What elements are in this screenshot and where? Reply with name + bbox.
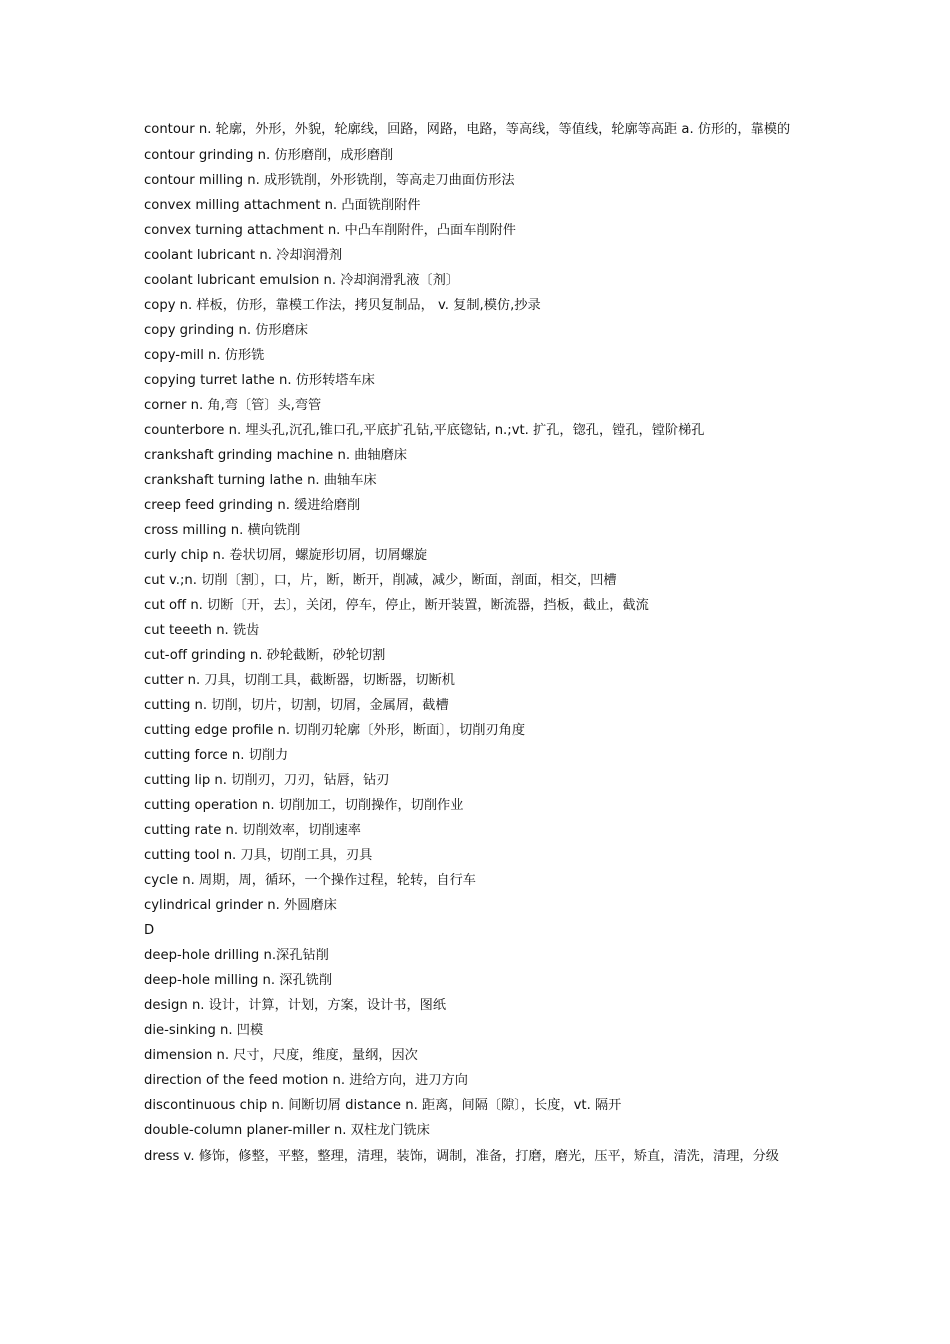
entry-convex-turning-attachment: convex turning attachment n. 中凸车削附件，凸面车削附件 (144, 223, 516, 238)
entry-cutting-rate: cutting rate n. 切削效率，切削速率 (144, 823, 361, 838)
entry-cutting-operation: cutting operation n. 切削加工，切削操作，切削作业 (144, 798, 464, 813)
entry-contour-grinding: contour grinding n. 仿形磨削，成形磨削 (144, 148, 394, 163)
entry-counterbore: counterbore n. 埋头孔,沉孔,锥口孔,平底扩孔钻,平底锪钻, n.;vt. 扩孔，锪孔，镗孔，镗阶梯孔 (144, 423, 705, 438)
entry-creep-feed-grinding: creep feed grinding n. 缓进给磨削 (144, 498, 361, 513)
section-letter-d: D (144, 923, 155, 938)
entry-corner: corner n. 角,弯〔管〕头,弯管 (144, 398, 322, 413)
entry-contour-milling: contour milling n. 成形铣削，外形铣削，等高走刀曲面仿形法 (144, 173, 515, 188)
entry-cycle: cycle n. 周期，周，循环，一个操作过程，轮转，自行车 (144, 873, 476, 888)
entry-crankshaft-grinding-machine: crankshaft grinding machine n. 曲轴磨床 (144, 448, 407, 463)
entry-coolant-lubricant-emulsion: coolant lubricant emulsion n. 冷却润滑乳液〔剂〕 (144, 273, 459, 288)
entry-copying-turret-lathe: copying turret lathe n. 仿形转塔车床 (144, 373, 375, 388)
entry-copy-mill: copy-mill n. 仿形铣 (144, 348, 265, 363)
entry-deep-hole-milling: deep-hole milling n. 深孔铣削 (144, 973, 333, 988)
entry-cut: cut v.;n. 切削〔割〕，口，片，断，断开，削减，减少，断面，剖面，相交，凹槽 (144, 573, 617, 588)
entry-coolant-lubricant: coolant lubricant n. 冷却润滑剂 (144, 248, 343, 263)
entry-copy-grinding: copy grinding n. 仿形磨床 (144, 323, 308, 338)
entry-dimension: dimension n. 尺寸，尺度，维度，量纲，因次 (144, 1048, 418, 1063)
entry-contour: contour n. 轮廓，外形，外貌，轮廓线，回路，网路，电路，等高线，等值线，轮廓等高距 a. 仿形的，靠模的 (144, 122, 791, 137)
entry-convex-milling-attachment: convex milling attachment n. 凸面铣削附件 (144, 198, 421, 213)
entry-crankshaft-turning-lathe: crankshaft turning lathe n. 曲轴车床 (144, 473, 377, 488)
entry-cylindrical-grinder: cylindrical grinder n. 外圆磨床 (144, 898, 337, 913)
entry-cut-off: cut off n. 切断〔开，去〕，关闭，停车，停止，断开装置，断流器，挡板，截止，截流 (144, 598, 649, 613)
entry-cross-milling: cross milling n. 横向铣削 (144, 523, 301, 538)
entry-direction-of-feed-motion: direction of the feed motion n. 进给方向，进刀方向 (144, 1073, 468, 1088)
entry-double-column-planer-miller: double-column planer-miller n. 双柱龙门铣床 (144, 1123, 430, 1138)
entry-cut-off-grinding: cut-off grinding n. 砂轮截断，砂轮切割 (144, 648, 386, 663)
entry-copy: copy n. 样板，仿形，靠模工作法，拷贝复制品， v. 复制,模仿,抄录 (144, 298, 541, 313)
entry-die-sinking: die-sinking n. 凹模 (144, 1023, 264, 1038)
entry-cutting-edge-profile: cutting edge profile n. 切削刃轮廓〔外形，断面〕，切削刃角度 (144, 723, 526, 738)
entry-cutting-tool: cutting tool n. 刀具，切削工具，刃具 (144, 848, 373, 863)
entry-cutting-lip: cutting lip n. 切削刃，刀刃，钻唇，钻刃 (144, 773, 390, 788)
entry-cutter: cutter n. 刀具，切削工具，截断器，切断器，切断机 (144, 673, 455, 688)
entry-deep-hole-drilling: deep-hole drilling n.深孔钻削 (144, 948, 329, 963)
entry-cut-teeeth: cut teeeth n. 铣齿 (144, 623, 260, 638)
entry-cutting-force: cutting force n. 切削力 (144, 748, 289, 763)
entry-curly-chip: curly chip n. 卷状切屑，螺旋形切屑，切屑螺旋 (144, 548, 428, 563)
entry-design: design n. 设计，计算，计划，方案，设计书，图纸 (144, 998, 447, 1013)
entry-cutting: cutting n. 切削，切片，切割，切屑，金属屑，截槽 (144, 698, 449, 713)
entry-dress: dress v. 修饰，修整，平整，整理，清理，装饰，调制，准备，打磨，磨光，压平，矫直，清洗，清理，分级 (144, 1149, 779, 1164)
dictionary-page (144, 116, 816, 1170)
entry-discontinuous-chip: discontinuous chip n. 间断切屑 distance n. 距离，间隔〔隙〕，长度，vt. 隔开 (144, 1098, 622, 1113)
